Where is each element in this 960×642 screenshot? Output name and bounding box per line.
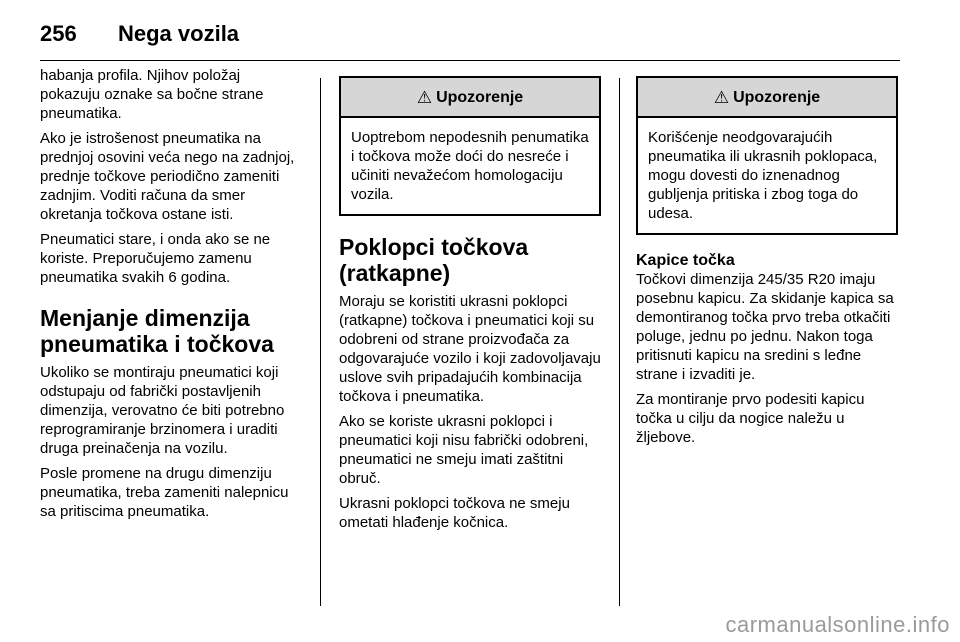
warning-header — [638, 78, 896, 118]
paragraph: Za montiranje prvo podesiti kapicu točka u cilju da nogice naležu u žljebove. — [636, 391, 865, 446]
column-3 — [636, 66, 898, 453]
warning-text: Uoptrebom nepodesnih penumatika i točkova može doći do nesreće i učiniti nevažećom homologaciju vozila. — [351, 129, 589, 203]
warning-title: Upozorenje — [436, 88, 524, 106]
page-header — [40, 14, 920, 54]
warning-box — [636, 76, 898, 235]
column-divider — [320, 78, 321, 606]
paragraph: Ukrasni poklopci točkova ne smeju ometati hlađenje kočnica. — [339, 495, 570, 531]
header-rule — [40, 60, 900, 61]
subsection-heading: Kapice točka — [636, 252, 735, 269]
column-2 — [339, 66, 601, 538]
paragraph: Ako je istrošenost pneumatika na prednjoj osovini veća nego na zadnjoj, prednje točkove periodično zameniti zadnjim. Voditi računa da smer okretanja točkova ostane isti. — [40, 130, 295, 223]
warning-text: Korišćenje neodgovarajućih pneumatika ili ukrasnih poklopaca, mogu dovesti do iznenadnog gubljenja pritiska i zbog toga do udesa. — [648, 129, 878, 222]
warning-triangle-icon: ⚠ — [416, 87, 433, 107]
section-heading: Menjanje dimenzija pneumatika i točkova — [40, 305, 274, 357]
chapter-title: Nega vozila — [118, 21, 240, 46]
paragraph: Moraju se koristiti ukrasni poklopci (ratkapne) točkova i pneumatici koji su odobreni od strane proizvođača za odgovarajuće vozilo i koji zadovoljavaju uslove svih pripadajućih kombinacija točkova i pneumatika. — [339, 293, 601, 405]
page-number: 256 — [40, 21, 77, 46]
watermark: carmanualsonline.info — [725, 612, 950, 637]
column-divider — [619, 78, 620, 606]
warning-header — [341, 78, 599, 118]
warning-title: Upozorenje — [733, 88, 821, 106]
warning-box — [339, 76, 601, 216]
paragraph: Ukoliko se montiraju pneumatici koji odstupaju od fabrički postavljenih dimenzija, verovatno će biti potrebno reprogramiranje brzinomera i uraditi druga preinačenja na vozilu. — [40, 364, 285, 457]
paragraph: habanja profila. Njihov položaj pokazuju oznake sa bočne strane pneumatika. — [40, 67, 264, 122]
paragraph: Točkovi dimenzija 245/35 R20 imaju posebnu kapicu. Za skidanje kapica sa demontiranog točka prvo treba otkačiti poluge, jednu po jednu. Nakon toga pritisnuti kapicu na sredini s leđne strane i izvaditi je. — [636, 271, 894, 383]
paragraph: Pneumatici stare, i onda ako se ne koriste. Preporučujemo zamenu pneumatika svakih 6 godina. — [40, 231, 271, 286]
warning-triangle-icon: ⚠ — [713, 87, 730, 107]
paragraph: Posle promene na drugu dimenziju pneumatika, treba zameniti nalepnicu sa pritiscima pneumatika. — [40, 465, 289, 520]
section-heading: Poklopci točkova (ratkapne) — [339, 234, 529, 286]
column-1 — [40, 66, 302, 527]
paragraph: Ako se koriste ukrasni poklopci i pneumatici koji nisu fabrički odobreni, pneumatici ne smeju imati zaštitni obruč. — [339, 413, 589, 487]
